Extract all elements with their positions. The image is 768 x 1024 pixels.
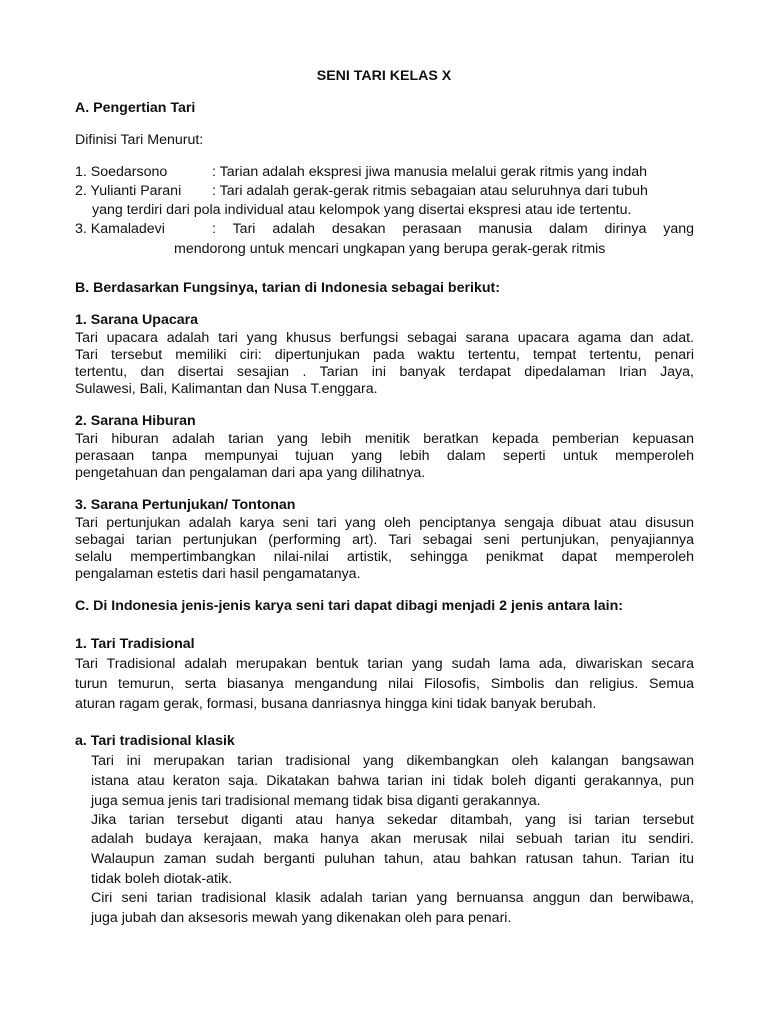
paragraph-line: Tari pertunjukan adalah karya seni tari yang oleh penciptanya sengaja dibuat atau disusun xyxy=(75,515,694,531)
sarana-upacara-heading: 1. Sarana Upacara xyxy=(75,312,199,328)
definition-text-3: : Tari adalah desakan perasaan manusia dalam dirinya yang xyxy=(212,221,694,237)
paragraph-line: tidak boleh diotak-atik. xyxy=(91,871,233,887)
paragraph-line: Tari upacara adalah tari yang khusus berfungsi sebagai sarana upacara agama dan adat. xyxy=(75,330,694,346)
paragraph-line: tertentu, dan disertai sesajian . Tarian ini banyak terdapat dipedalaman Irian Jaya, xyxy=(75,364,694,380)
paragraph-line: juga jubah dan aksesoris mewah yang dikenakan oleh para penari. xyxy=(91,910,512,926)
tari-klasik-heading: a. Tari tradisional klasik xyxy=(75,733,235,749)
paragraph-line: Walaupun zaman sudah berganti puluhan tahun, atau bahkan ratusan tahun. Tarian itu xyxy=(91,851,694,867)
paragraph-line: istana atau keraton saja. Dikatakan bahwa tarian ini tidak boleh diganti gerakannya, pun xyxy=(91,773,694,789)
paragraph-line: Tari tersebut memiliki ciri: dipertunjukan pada waktu tertentu, tempat tertentu, penari xyxy=(75,347,694,363)
definition-intro: Difinisi Tari Menurut: xyxy=(75,132,204,148)
paragraph-line: Ciri seni tarian tradisional klasik adalah tarian yang bernuansa anggun dan berwibawa, xyxy=(91,890,694,906)
paragraph-line: turun temurun, serta biasanya mengandung nilai Filosofis, Simbolis dan religius. Semua xyxy=(75,676,694,692)
paragraph-line: juga semua jenis tari tradisional memang tidak bisa diganti gerakannya. xyxy=(91,793,541,809)
paragraph-line: Sulawesi, Bali, Kalimantan dan Nusa T.enggara. xyxy=(75,381,378,397)
paragraph-line: Tari Tradisional adalah merupakan bentuk tarian yang sudah lama ada, diwariskan secara xyxy=(75,656,694,672)
paragraph-line: Tari hiburan adalah tarian yang lebih menitik beratkan kepada pemberian kepuasan xyxy=(75,431,694,447)
definition-cont-2: yang terdiri dari pola individual atau kelompok yang disertai ekspresi atau ide tertentu. xyxy=(92,202,632,218)
paragraph-line: pengetahuan dan pengalaman dari apa yang dilihatnya. xyxy=(75,465,426,481)
page-title: SENI TARI KELAS X xyxy=(316,68,452,84)
definition-name-2: 2. Yulianti Parani xyxy=(75,183,182,199)
paragraph-line: selalu mempertimbangkan nilai-nilai artistik, sehingga penikmat dapat memperoleh xyxy=(75,549,694,565)
definition-text-2: : Tari adalah gerak-gerak ritmis sebagaian atau seluruhnya dari tubuh xyxy=(212,183,648,199)
definition-cont-3: mendorong untuk mencari ungkapan yang berupa gerak-gerak ritmis xyxy=(174,241,606,257)
paragraph-line: perasaan tanpa mempunyai tujuan yang lebih dalam seperti untuk memperoleh xyxy=(75,448,694,464)
section-b-heading: B. Berdasarkan Fungsinya, tarian di Indonesia sebagai berikut: xyxy=(75,280,500,296)
paragraph-line: Tari ini merupakan tarian tradisional yang dikembangkan oleh kalangan bangsawan xyxy=(91,753,694,769)
paragraph-line: Jika tarian tersebut diganti atau hanya sekedar ditambah, yang isi tarian tersebut xyxy=(91,812,694,828)
sarana-hiburan-heading: 2. Sarana Hiburan xyxy=(75,413,196,429)
sarana-pertunjukan-heading: 3. Sarana Pertunjukan/ Tontonan xyxy=(75,497,296,513)
paragraph-line: sebagai tarian pertunjukan (performing art). Tari sebagai seni pertunjukan, penyajiannya xyxy=(75,532,694,548)
tari-tradisional-heading: 1. Tari Tradisional xyxy=(75,636,195,652)
definition-text-1: : Tarian adalah ekspresi jiwa manusia melalui gerak ritmis yang indah xyxy=(212,164,648,180)
paragraph-line: aturan ragam gerak, formasi, busana danriasnya hingga kini tidak banyak berubah. xyxy=(75,696,597,712)
paragraph-line: adalah budaya kerajaan, maka hanya akan merusak nilai sebuah tarian itu sendiri. xyxy=(91,831,694,847)
definition-name-3: 3. Kamaladevi xyxy=(75,221,165,237)
section-a-heading: A. Pengertian Tari xyxy=(75,100,196,116)
paragraph-line: pengalaman estetis dari hasil pengamatanya. xyxy=(75,566,361,582)
section-c-heading: C. Di Indonesia jenis-jenis karya seni tari dapat dibagi menjadi 2 jenis antara lain: xyxy=(75,598,623,614)
definition-name-1: 1. Soedarsono xyxy=(75,164,168,180)
